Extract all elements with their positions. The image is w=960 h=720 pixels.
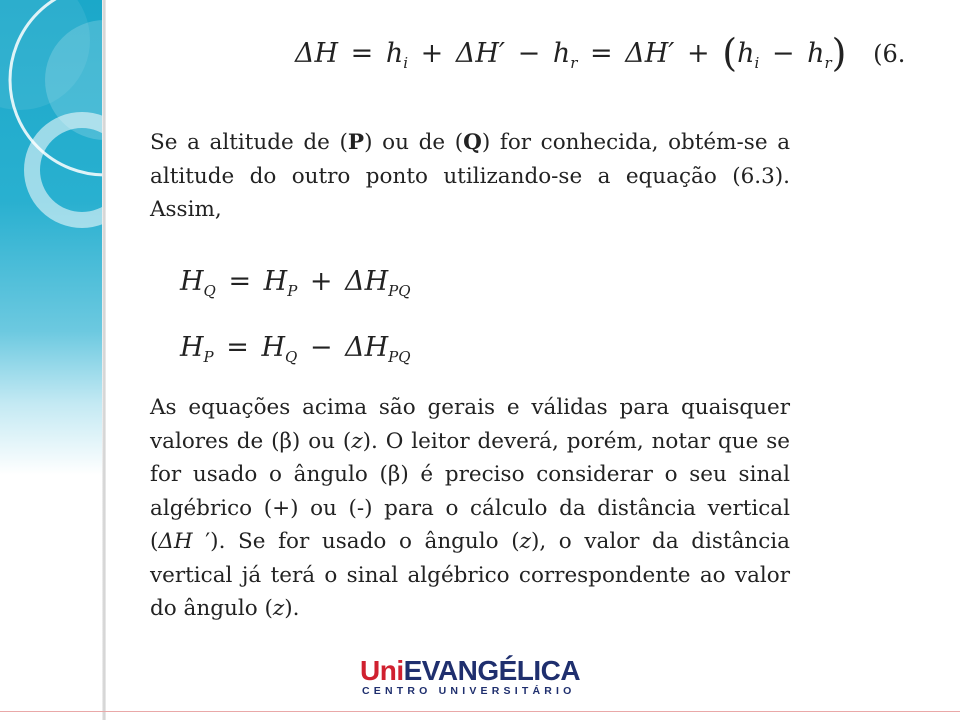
eq-subscript: P — [287, 282, 298, 300]
paragraph-equations-general — [150, 391, 790, 626]
eq-term: h — [385, 38, 404, 69]
eq-term: h — [737, 38, 755, 69]
equation-delta-h — [295, 31, 906, 75]
eq-operator: − — [309, 332, 333, 363]
equation-hp — [180, 332, 411, 366]
eq-operator: + — [420, 38, 444, 69]
angle-z-label: z — [519, 529, 531, 554]
text-run: As equações acima são gerais e válidas para quaisquer valores de (β) ou ( — [150, 395, 790, 454]
eq-operator: + — [687, 38, 710, 69]
logo-uni-text: Uni — [360, 655, 404, 686]
eq-subscript: PQ — [388, 282, 411, 300]
eq-subscript: i — [403, 54, 409, 72]
eq-operator: = — [226, 332, 249, 363]
eq-operator: = — [590, 38, 613, 69]
text-run: ). — [284, 596, 300, 621]
eq-term: ΔH′ — [455, 38, 506, 69]
eq-term: h — [807, 38, 825, 69]
eq-term: ΔH′ — [625, 38, 675, 69]
point-q-label: Q — [463, 130, 482, 155]
logo-subtitle: CENTRO UNIVERSITÁRIO — [362, 685, 576, 697]
logo-evangelica-text: EVANGÉLICA — [403, 655, 581, 686]
text-run: ) ou de ( — [364, 130, 464, 155]
eq-term: H — [180, 332, 204, 363]
eq-term: ΔH — [345, 266, 389, 297]
eq-term: H — [180, 266, 204, 297]
eq-term: ΔH — [345, 332, 389, 363]
eq-operator: + — [309, 266, 333, 297]
paragraph-altitude-known — [150, 126, 790, 227]
text-run: ). O leitor deverá, porém, notar que se for usado o ângulo (β) é preciso considerar o seu sinal algébrico (+) ou (-) para o cálculo da distância vertical ( — [150, 428, 790, 554]
text-run: ), o valor da distância vertical já terá o sinal algébrico correspondente ao valor do ângulo ( — [150, 529, 790, 621]
footer-divider — [0, 711, 960, 712]
eq-subscript: r — [570, 54, 578, 72]
text-run: ′). Se for usado o ângulo ( — [192, 529, 520, 554]
eq-subscript: r — [824, 54, 832, 72]
eq-term: ΔH — [295, 38, 339, 69]
eq-operator: − — [771, 38, 795, 69]
slide-content — [150, 0, 906, 650]
point-p-label: P — [347, 130, 365, 155]
unievangelica-logo — [360, 657, 600, 697]
logo-wordmark — [360, 657, 580, 685]
eq-subscript: Q — [285, 348, 298, 366]
sidebar-circles-decoration — [0, 0, 105, 720]
text-run: Se a altitude de ( — [150, 130, 348, 155]
equation-hq — [180, 266, 411, 300]
sidebar-divider — [102, 0, 106, 720]
delta-h-label: ΔH — [158, 529, 193, 554]
angle-z-label: z — [272, 596, 285, 621]
eq-term: H — [263, 266, 288, 297]
eq-subscript: i — [754, 54, 760, 72]
eq-subscript: P — [203, 348, 214, 366]
eq-paren: ( — [722, 31, 738, 75]
eq-paren: ) — [831, 31, 847, 75]
text-run: ) for conhecida, obtém-se a altitude do outro ponto utilizando-se a equação (6.3). Assim, — [150, 130, 791, 222]
eq-operator: = — [350, 38, 374, 69]
eq-term: H — [261, 332, 285, 363]
eq-operator: − — [517, 38, 541, 69]
eq-operator: = — [228, 266, 252, 297]
angle-z-label: z — [351, 428, 363, 454]
decorative-sidebar — [0, 0, 105, 720]
eq-subscript: Q — [203, 282, 216, 300]
eq-term: h — [552, 38, 571, 69]
eq-subscript: PQ — [388, 348, 411, 366]
equation-number: (6. — [873, 40, 906, 68]
